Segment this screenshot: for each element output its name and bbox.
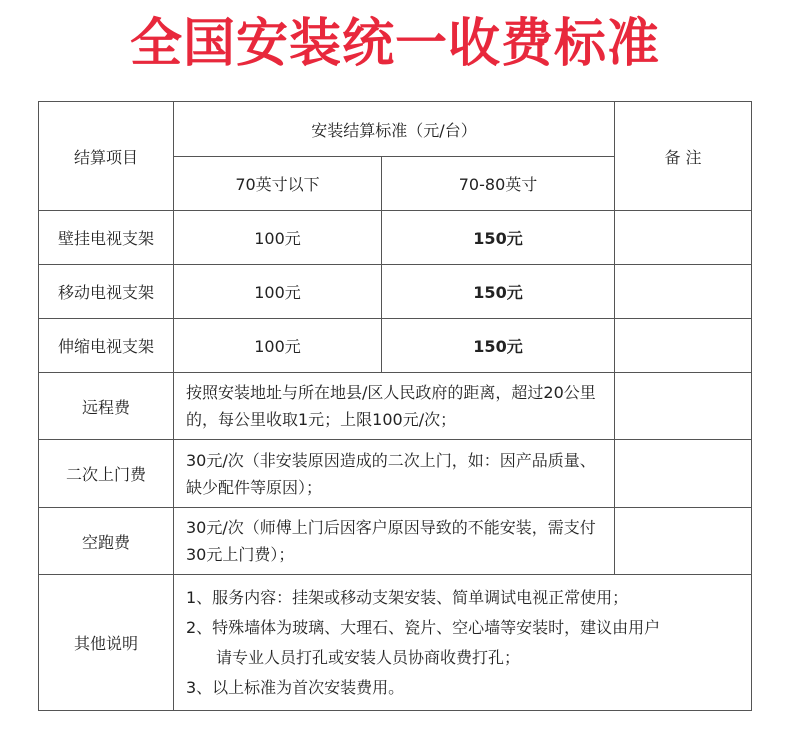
table-row — [39, 211, 752, 265]
header-item: 结算项目 — [39, 102, 174, 211]
fee-desc: 30元/次（非安装原因造成的二次上门，如：因产品质量、缺少配件等原因）； — [174, 440, 615, 508]
fee-row — [39, 508, 752, 575]
header-remark: 备 注 — [615, 102, 752, 211]
fee-name: 空跑费 — [39, 508, 174, 575]
row-name: 伸缩电视支架 — [39, 319, 174, 373]
fee-row — [39, 373, 752, 440]
row-price-b: 150元 — [382, 265, 615, 319]
row-price-a: 100元 — [174, 265, 382, 319]
note-item: 2、特殊墙体为玻璃、大理石、瓷片、空心墙等安装时，建议由用户 — [186, 617, 661, 637]
fee-name: 二次上门费 — [39, 440, 174, 508]
fee-table — [38, 101, 752, 711]
table-row — [39, 319, 752, 373]
table-row — [39, 265, 752, 319]
row-price-b: 150元 — [382, 319, 615, 373]
row-name: 壁挂电视支架 — [39, 211, 174, 265]
row-remark — [615, 211, 752, 265]
other-row — [39, 575, 752, 711]
row-remark — [615, 265, 752, 319]
row-price-a: 100元 — [174, 211, 382, 265]
row-price-b: 150元 — [382, 211, 615, 265]
note-item: 1、服务内容：挂架或移动支架安装、简单调试电视正常使用； — [186, 587, 629, 607]
fee-name: 远程费 — [39, 373, 174, 440]
note-item: 3、以上标准为首次安装费用。 — [186, 677, 405, 697]
fee-desc: 30元/次（师傅上门后因客户原因导致的不能安装，需支付30元上门费）； — [174, 508, 615, 575]
fee-remark — [615, 508, 752, 575]
fee-remark — [615, 373, 752, 440]
page-title: 全国安装统一收费标准 — [129, 14, 660, 74]
note-item: 请专业人员打孔或安装人员协商收费打孔； — [216, 647, 521, 667]
header-sub-col2: 70-80英寸 — [382, 157, 615, 211]
fee-desc: 按照安装地址与所在地县/区人民政府的距离，超过20公里的，每公里收取1元；上限100元/次； — [174, 373, 615, 440]
other-name: 其他说明 — [39, 575, 174, 711]
row-remark — [615, 319, 752, 373]
fee-remark — [615, 440, 752, 508]
row-name: 移动电视支架 — [39, 265, 174, 319]
header-standard: 安装结算标准（元/台） — [174, 102, 615, 157]
fee-row — [39, 440, 752, 508]
row-price-a: 100元 — [174, 319, 382, 373]
other-notes — [174, 575, 752, 711]
header-sub-col1: 70英寸以下 — [174, 157, 382, 211]
